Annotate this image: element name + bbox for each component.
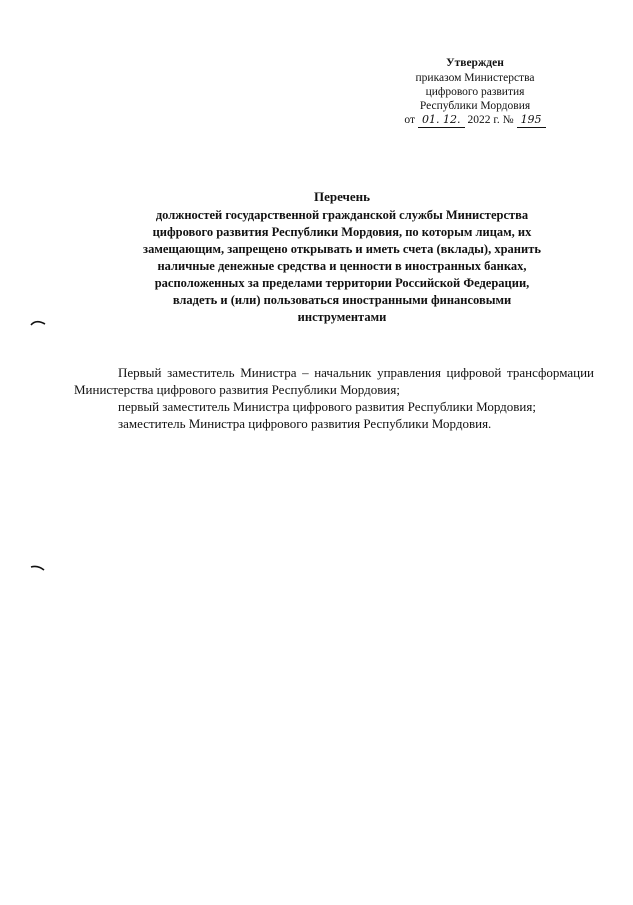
subtitle-line: цифрового развития Республики Мордовия, по которым лицам, их bbox=[152, 225, 532, 239]
order-line bbox=[404, 113, 545, 128]
order-year: 2022 г. № bbox=[467, 114, 514, 126]
subtitle-line: наличные денежные средства и ценности в иностранных банках, bbox=[157, 259, 527, 273]
order-prefix: от bbox=[404, 114, 416, 126]
subtitle-line: должностей государственной гражданской службы Министерства bbox=[155, 208, 529, 222]
document-title: Перечень bbox=[313, 189, 371, 204]
subtitle-line: расположенных за пределами территории Российской Федерации, bbox=[154, 276, 530, 290]
punch-mark-bottom bbox=[30, 564, 46, 572]
subtitle-line: замещающим, запрещено открывать и иметь счета (вклады), хранить bbox=[143, 242, 541, 256]
subtitle-line: инструментами bbox=[297, 310, 387, 324]
punch-mark-top bbox=[30, 319, 46, 327]
order-number: 195 bbox=[517, 113, 546, 128]
approval-line-2: цифрового развития bbox=[425, 86, 525, 98]
position-item: Первый заместитель Министра – начальник управления цифровой трансформации Министерства цифрового развития Республики Мордовия; bbox=[74, 365, 594, 397]
approval-stamp bbox=[360, 56, 590, 128]
position-item: заместитель Министра цифрового развития Республики Мордовия. bbox=[118, 416, 492, 431]
approval-line-3: Республики Мордовия bbox=[419, 100, 531, 112]
positions-list bbox=[74, 364, 594, 432]
subtitle-line: владеть и (или) пользоваться иностранными финансовыми bbox=[172, 293, 512, 307]
approval-title: Утвержден bbox=[446, 57, 504, 69]
document-heading bbox=[92, 188, 592, 326]
position-item: первый заместитель Министра цифрового развития Республики Мордовия; bbox=[118, 399, 536, 414]
order-date: 01. 12. bbox=[418, 113, 464, 128]
approval-line-1: приказом Министерства bbox=[415, 72, 535, 84]
